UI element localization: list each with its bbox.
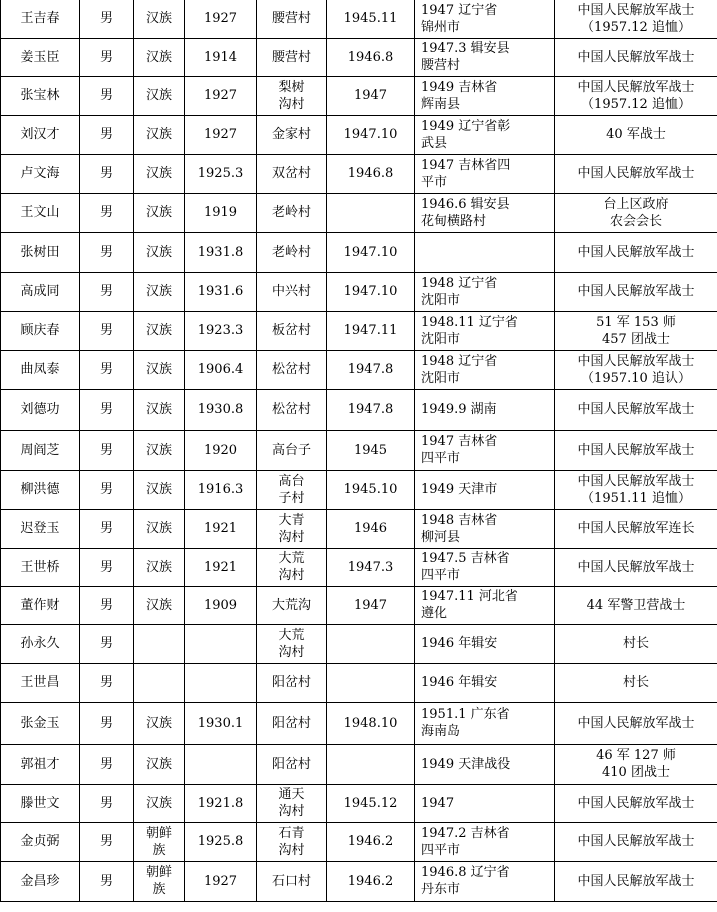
name-cell: 柳洪德 bbox=[1, 470, 80, 509]
unit-cell: 村长 bbox=[555, 663, 717, 702]
gender-cell: 男 bbox=[80, 861, 134, 901]
table-row bbox=[1, 548, 717, 586]
village-cell: 老岭村 bbox=[257, 232, 327, 272]
death-cell: 1947.3 辑安县 腰营村 bbox=[415, 38, 555, 76]
gender-cell: 男 bbox=[80, 311, 134, 350]
unit-cell: 51 军 153 师 457 团战士 bbox=[555, 311, 717, 350]
gender-cell: 男 bbox=[80, 154, 134, 193]
village-cell: 老岭村 bbox=[257, 193, 327, 232]
unit-cell: 村长 bbox=[555, 624, 717, 663]
name-cell: 张宝林 bbox=[1, 76, 80, 115]
gender-cell: 男 bbox=[80, 822, 134, 861]
gender-cell: 男 bbox=[80, 586, 134, 624]
birth-cell: 1931.8 bbox=[185, 232, 257, 272]
death-cell: 1947.2 吉林省 四平市 bbox=[415, 822, 555, 861]
table-row bbox=[1, 350, 717, 389]
enlist-cell: 1946.8 bbox=[327, 38, 415, 76]
name-cell: 周阎芝 bbox=[1, 430, 80, 470]
birth-cell: 1927 bbox=[185, 861, 257, 901]
table-row bbox=[1, 702, 717, 744]
ethnicity-cell: 汉族 bbox=[134, 115, 185, 154]
enlist-cell bbox=[327, 193, 415, 232]
enlist-cell: 1946.2 bbox=[327, 861, 415, 901]
table-row bbox=[1, 76, 717, 115]
table-row bbox=[1, 784, 717, 822]
village-cell: 石青 沟村 bbox=[257, 822, 327, 861]
gender-cell: 男 bbox=[80, 76, 134, 115]
enlist-cell: 1945.12 bbox=[327, 784, 415, 822]
table-row bbox=[1, 154, 717, 193]
enlist-cell: 1947.3 bbox=[327, 548, 415, 586]
death-cell: 1949 吉林省 辉南县 bbox=[415, 76, 555, 115]
village-cell: 通天 沟村 bbox=[257, 784, 327, 822]
enlist-cell bbox=[327, 624, 415, 663]
table-row bbox=[1, 470, 717, 509]
birth-cell: 1925.3 bbox=[185, 154, 257, 193]
table-row bbox=[1, 0, 717, 38]
table-row bbox=[1, 586, 717, 624]
unit-cell: 40 军战士 bbox=[555, 115, 717, 154]
birth-cell: 1921 bbox=[185, 548, 257, 586]
enlist-cell: 1945 bbox=[327, 430, 415, 470]
gender-cell: 男 bbox=[80, 624, 134, 663]
ethnicity-cell: 汉族 bbox=[134, 0, 185, 38]
birth-cell: 1927 bbox=[185, 0, 257, 38]
village-cell: 松岔村 bbox=[257, 350, 327, 389]
enlist-cell: 1945.10 bbox=[327, 470, 415, 509]
name-cell: 姜玉臣 bbox=[1, 38, 80, 76]
table-row bbox=[1, 822, 717, 861]
village-cell: 高台子 bbox=[257, 430, 327, 470]
name-cell: 王世桥 bbox=[1, 548, 80, 586]
ethnicity-cell: 汉族 bbox=[134, 548, 185, 586]
birth-cell: 1925.8 bbox=[185, 822, 257, 861]
gender-cell: 男 bbox=[80, 38, 134, 76]
gender-cell: 男 bbox=[80, 232, 134, 272]
village-cell: 阳岔村 bbox=[257, 663, 327, 702]
table-row bbox=[1, 232, 717, 272]
death-cell: 1947 吉林省 四平市 bbox=[415, 430, 555, 470]
birth-cell bbox=[185, 624, 257, 663]
death-cell: 1946.6 辑安县 花甸横路村 bbox=[415, 193, 555, 232]
unit-cell: 中国人民解放军战士 bbox=[555, 272, 717, 311]
village-cell: 双岔村 bbox=[257, 154, 327, 193]
enlist-cell: 1947.10 bbox=[327, 115, 415, 154]
ethnicity-cell: 汉族 bbox=[134, 586, 185, 624]
village-cell: 石口村 bbox=[257, 861, 327, 901]
ethnicity-cell bbox=[134, 624, 185, 663]
death-cell: 1947 bbox=[415, 784, 555, 822]
ethnicity-cell: 汉族 bbox=[134, 193, 185, 232]
table-row bbox=[1, 311, 717, 350]
gender-cell: 男 bbox=[80, 702, 134, 744]
village-cell: 梨树 沟村 bbox=[257, 76, 327, 115]
enlist-cell: 1946 bbox=[327, 509, 415, 548]
enlist-cell: 1948.10 bbox=[327, 702, 415, 744]
village-cell: 阳岔村 bbox=[257, 744, 327, 784]
name-cell: 王吉春 bbox=[1, 0, 80, 38]
enlist-cell: 1946.8 bbox=[327, 154, 415, 193]
birth-cell bbox=[185, 744, 257, 784]
death-cell: 1949.9 湖南 bbox=[415, 389, 555, 430]
ethnicity-cell: 汉族 bbox=[134, 350, 185, 389]
death-cell: 1948.11 辽宁省 沈阳市 bbox=[415, 311, 555, 350]
table-row bbox=[1, 430, 717, 470]
village-cell: 中兴村 bbox=[257, 272, 327, 311]
unit-cell: 台上区政府 农会会长 bbox=[555, 193, 717, 232]
name-cell: 王文山 bbox=[1, 193, 80, 232]
death-cell: 1946.8 辽宁省 丹东市 bbox=[415, 861, 555, 901]
birth-cell: 1927 bbox=[185, 76, 257, 115]
death-cell: 1949 天津战役 bbox=[415, 744, 555, 784]
birth-cell: 1909 bbox=[185, 586, 257, 624]
unit-cell: 中国人民解放军战士 bbox=[555, 784, 717, 822]
unit-cell: 中国人民解放军战士 bbox=[555, 389, 717, 430]
name-cell: 曲凤泰 bbox=[1, 350, 80, 389]
gender-cell: 男 bbox=[80, 115, 134, 154]
table-row bbox=[1, 38, 717, 76]
death-cell: 1951.1 广东省 海南岛 bbox=[415, 702, 555, 744]
ethnicity-cell: 汉族 bbox=[134, 509, 185, 548]
village-cell: 板岔村 bbox=[257, 311, 327, 350]
ethnicity-cell: 汉族 bbox=[134, 702, 185, 744]
ethnicity-cell: 汉族 bbox=[134, 744, 185, 784]
table-row bbox=[1, 861, 717, 901]
unit-cell: 中国人民解放军战士 （1957.10 追认） bbox=[555, 350, 717, 389]
gender-cell: 男 bbox=[80, 744, 134, 784]
gender-cell: 男 bbox=[80, 509, 134, 548]
ethnicity-cell: 汉族 bbox=[134, 470, 185, 509]
village-cell: 大荒 沟村 bbox=[257, 548, 327, 586]
enlist-cell: 1947.10 bbox=[327, 272, 415, 311]
table-body bbox=[1, 0, 717, 901]
birth-cell: 1914 bbox=[185, 38, 257, 76]
ethnicity-cell: 汉族 bbox=[134, 311, 185, 350]
ethnicity-cell bbox=[134, 663, 185, 702]
name-cell: 董作财 bbox=[1, 586, 80, 624]
table-row bbox=[1, 389, 717, 430]
village-cell: 大青 沟村 bbox=[257, 509, 327, 548]
village-cell: 阳岔村 bbox=[257, 702, 327, 744]
ethnicity-cell: 汉族 bbox=[134, 272, 185, 311]
enlist-cell bbox=[327, 744, 415, 784]
ethnicity-cell: 朝鲜 族 bbox=[134, 822, 185, 861]
enlist-cell: 1947 bbox=[327, 586, 415, 624]
birth-cell bbox=[185, 663, 257, 702]
death-cell: 1947 吉林省四 平市 bbox=[415, 154, 555, 193]
death-cell: 1948 辽宁省 沈阳市 bbox=[415, 272, 555, 311]
table-row bbox=[1, 744, 717, 784]
unit-cell: 中国人民解放军战士 bbox=[555, 822, 717, 861]
name-cell: 卢文海 bbox=[1, 154, 80, 193]
gender-cell: 男 bbox=[80, 272, 134, 311]
village-cell: 金家村 bbox=[257, 115, 327, 154]
death-cell: 1948 辽宁省 沈阳市 bbox=[415, 350, 555, 389]
gender-cell: 男 bbox=[80, 470, 134, 509]
gender-cell: 男 bbox=[80, 548, 134, 586]
enlist-cell: 1947.11 bbox=[327, 311, 415, 350]
name-cell: 金昌珍 bbox=[1, 861, 80, 901]
birth-cell: 1931.6 bbox=[185, 272, 257, 311]
name-cell: 王世昌 bbox=[1, 663, 80, 702]
enlist-cell: 1947.10 bbox=[327, 232, 415, 272]
unit-cell: 中国人民解放军战士 bbox=[555, 154, 717, 193]
ethnicity-cell: 汉族 bbox=[134, 430, 185, 470]
gender-cell: 男 bbox=[80, 0, 134, 38]
death-cell: 1949 辽宁省彰 武县 bbox=[415, 115, 555, 154]
birth-cell: 1927 bbox=[185, 115, 257, 154]
enlist-cell bbox=[327, 663, 415, 702]
name-cell: 金贞弼 bbox=[1, 822, 80, 861]
death-cell bbox=[415, 232, 555, 272]
enlist-cell: 1947.8 bbox=[327, 389, 415, 430]
death-cell: 1947 辽宁省 锦州市 bbox=[415, 0, 555, 38]
table-row bbox=[1, 663, 717, 702]
table-row bbox=[1, 272, 717, 311]
name-cell: 高成同 bbox=[1, 272, 80, 311]
death-cell: 1948 吉林省 柳河县 bbox=[415, 509, 555, 548]
birth-cell: 1916.3 bbox=[185, 470, 257, 509]
village-cell: 大荒 沟村 bbox=[257, 624, 327, 663]
table-row bbox=[1, 624, 717, 663]
enlist-cell: 1947.8 bbox=[327, 350, 415, 389]
unit-cell: 中国人民解放军连长 bbox=[555, 509, 717, 548]
name-cell: 迟登玉 bbox=[1, 509, 80, 548]
name-cell: 孙永久 bbox=[1, 624, 80, 663]
unit-cell: 中国人民解放军战士 bbox=[555, 548, 717, 586]
name-cell: 张金玉 bbox=[1, 702, 80, 744]
gender-cell: 男 bbox=[80, 663, 134, 702]
village-cell: 大荒沟 bbox=[257, 586, 327, 624]
ethnicity-cell: 汉族 bbox=[134, 154, 185, 193]
ethnicity-cell: 汉族 bbox=[134, 232, 185, 272]
unit-cell: 46 军 127 师 410 团战士 bbox=[555, 744, 717, 784]
name-cell: 滕世文 bbox=[1, 784, 80, 822]
table-row bbox=[1, 509, 717, 548]
gender-cell: 男 bbox=[80, 784, 134, 822]
table-row bbox=[1, 193, 717, 232]
ethnicity-cell: 汉族 bbox=[134, 784, 185, 822]
unit-cell: 中国人民解放军战士 bbox=[555, 38, 717, 76]
birth-cell: 1930.8 bbox=[185, 389, 257, 430]
unit-cell: 中国人民解放军战士 bbox=[555, 702, 717, 744]
village-cell: 腰营村 bbox=[257, 0, 327, 38]
death-cell: 1946 年辑安 bbox=[415, 663, 555, 702]
birth-cell: 1921.8 bbox=[185, 784, 257, 822]
name-cell: 郭祖才 bbox=[1, 744, 80, 784]
death-cell: 1947.11 河北省 遵化 bbox=[415, 586, 555, 624]
birth-cell: 1919 bbox=[185, 193, 257, 232]
ethnicity-cell: 朝鲜 族 bbox=[134, 861, 185, 901]
unit-cell: 中国人民解放军战士 （1957.12 追恤） bbox=[555, 76, 717, 115]
enlist-cell: 1945.11 bbox=[327, 0, 415, 38]
table-row bbox=[1, 115, 717, 154]
unit-cell: 44 军警卫营战士 bbox=[555, 586, 717, 624]
enlist-cell: 1947 bbox=[327, 76, 415, 115]
birth-cell: 1921 bbox=[185, 509, 257, 548]
ethnicity-cell: 汉族 bbox=[134, 76, 185, 115]
death-cell: 1949 天津市 bbox=[415, 470, 555, 509]
unit-cell: 中国人民解放军战士 （1951.11 追恤） bbox=[555, 470, 717, 509]
birth-cell: 1923.3 bbox=[185, 311, 257, 350]
gender-cell: 男 bbox=[80, 389, 134, 430]
unit-cell: 中国人民解放军战士 bbox=[555, 232, 717, 272]
death-cell: 1946 年辑安 bbox=[415, 624, 555, 663]
ethnicity-cell: 汉族 bbox=[134, 38, 185, 76]
gender-cell: 男 bbox=[80, 193, 134, 232]
village-cell: 高台 子村 bbox=[257, 470, 327, 509]
gender-cell: 男 bbox=[80, 350, 134, 389]
birth-cell: 1906.4 bbox=[185, 350, 257, 389]
birth-cell: 1930.1 bbox=[185, 702, 257, 744]
unit-cell: 中国人民解放军战士 （1957.12 追恤） bbox=[555, 0, 717, 38]
unit-cell: 中国人民解放军战士 bbox=[555, 430, 717, 470]
name-cell: 张树田 bbox=[1, 232, 80, 272]
gender-cell: 男 bbox=[80, 430, 134, 470]
village-cell: 松岔村 bbox=[257, 389, 327, 430]
enlist-cell: 1946.2 bbox=[327, 822, 415, 861]
name-cell: 刘汉才 bbox=[1, 115, 80, 154]
unit-cell: 中国人民解放军战士 bbox=[555, 861, 717, 901]
ethnicity-cell: 汉族 bbox=[134, 389, 185, 430]
birth-cell: 1920 bbox=[185, 430, 257, 470]
name-cell: 刘德功 bbox=[1, 389, 80, 430]
village-cell: 腰营村 bbox=[257, 38, 327, 76]
name-cell: 顾庆春 bbox=[1, 311, 80, 350]
death-cell: 1947.5 吉林省 四平市 bbox=[415, 548, 555, 586]
